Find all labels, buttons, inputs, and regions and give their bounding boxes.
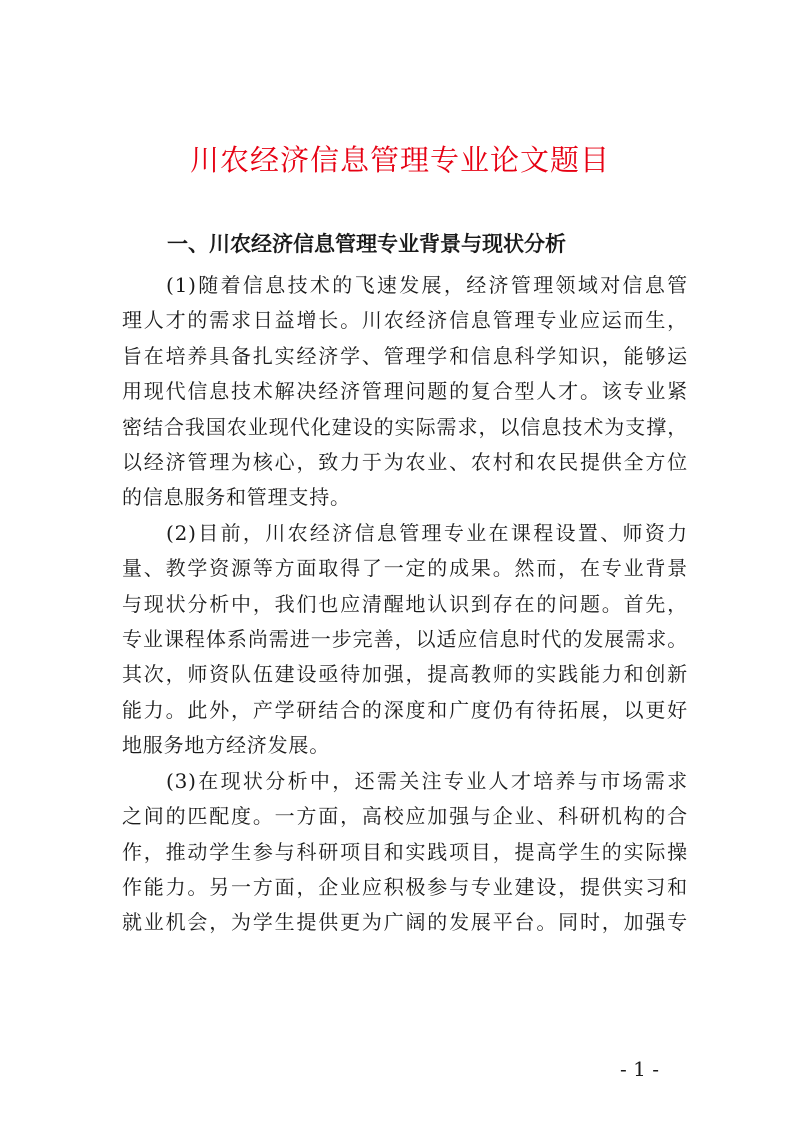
body-text: [122, 268, 688, 941]
paragraph-line: 作，推动学生参与科研项目和实践项目，提高学生的实际操: [122, 839, 688, 864]
document-title: 川农经济信息管理专业论文题目: [189, 143, 610, 177]
paragraph-line: 以经济管理为核心，致力于为农业、农村和农民提供全方位: [122, 450, 688, 475]
paragraph-line: (1)随着信息技术的飞速发展，经济管理领域对信息管: [166, 273, 688, 297]
paragraph-line: (3)在现状分析中，还需关注专业人才培养与市场需求: [166, 768, 688, 793]
section-heading: 一、川农经济信息管理专业背景与现状分析: [167, 232, 566, 256]
paragraph-line: 理人才的需求日益增长。川农经济信息管理专业应运而生，: [122, 308, 688, 333]
paragraph-1: [122, 268, 688, 516]
paragraph-line: 作能力。另一方面，企业应积极参与专业建设，提供实习和: [122, 874, 688, 899]
paragraph-line: 专业课程体系尚需进一步完善，以适应信息时代的发展需求。: [122, 627, 688, 652]
paragraph-line: 旨在培养具备扎实经济学、管理学和信息科学知识，能够运: [122, 343, 688, 368]
paragraph-3: [122, 764, 688, 941]
paragraph-line: 就业机会，为学生提供更为广阔的发展平台。同时，加强专: [122, 910, 688, 935]
paragraph-line: 与现状分析中，我们也应清醒地认识到存在的问题。首先，: [122, 591, 688, 616]
paragraph-2: [122, 516, 688, 764]
paragraph-line: 量、教学资源等方面取得了一定的成果。然而，在专业背景: [122, 556, 688, 581]
paragraph-line: (2)目前，川农经济信息管理专业在课程设置、师资力: [166, 520, 688, 545]
paragraph-line: 用现代信息技术解决经济管理问题的复合型人才。该专业紧: [122, 379, 688, 404]
page-number: - 1 -: [620, 1057, 659, 1081]
paragraph-line: 其次，师资队伍建设亟待加强，提高教师的实践能力和创新: [122, 662, 688, 687]
paragraph-line: 密结合我国农业现代化建设的实际需求，以信息技术为支撑，: [122, 414, 688, 439]
paragraph-line: 之间的匹配度。一方面，高校应加强与企业、科研机构的合: [122, 804, 688, 829]
paragraph-line: 的信息服务和管理支持。: [122, 485, 351, 510]
paragraph-line: 地服务地方经济发展。: [122, 733, 330, 758]
paragraph-line: 能力。此外，产学研结合的深度和广度仍有待拓展，以更好: [122, 697, 688, 722]
